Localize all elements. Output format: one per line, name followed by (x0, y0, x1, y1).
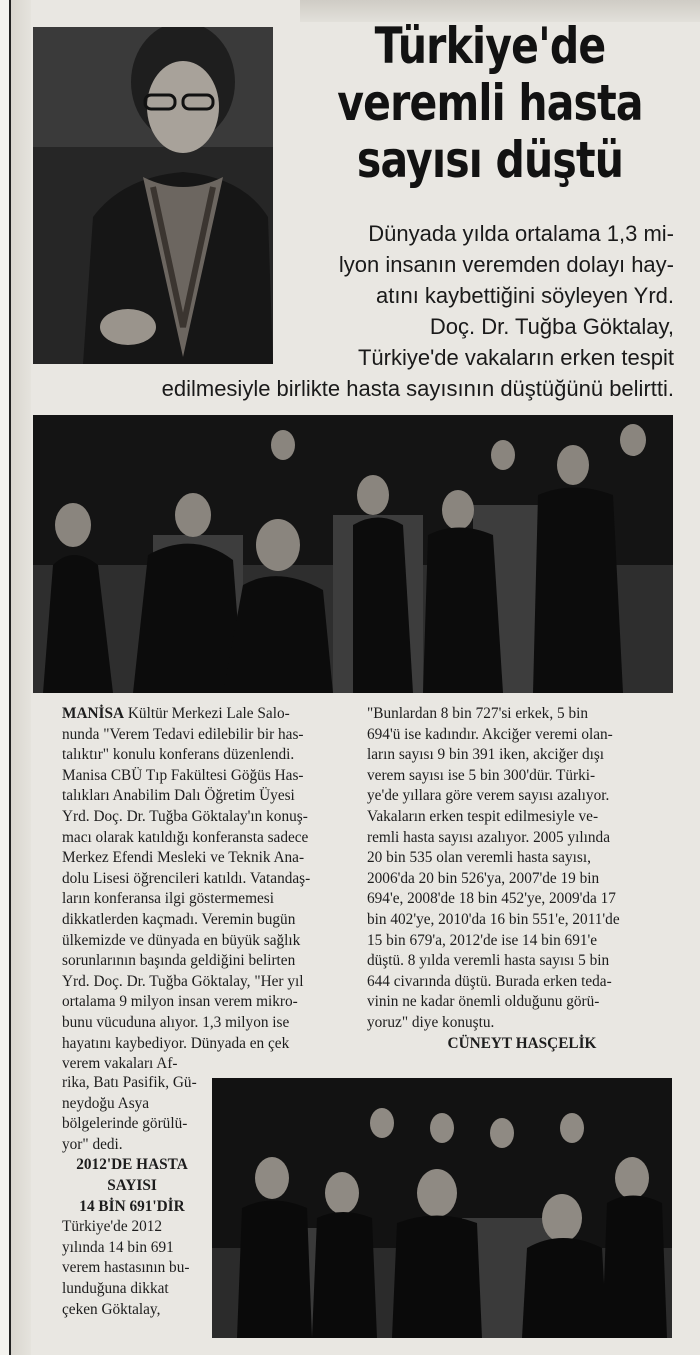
body-line: MANİSA Kültür Merkezi Lale Salo- (62, 705, 290, 722)
body-line: düştü. 8 yılda veremli hasta sayısı 5 bin (367, 952, 610, 970)
body-line: ların konferansa ilgi göstermemesi (62, 890, 274, 908)
body-line: 15 bin 679'a, 2012'de ise 14 bin 691'e (367, 931, 598, 949)
dateline: MANİSA (62, 705, 125, 722)
adjacent-article-edge (11, 0, 31, 1355)
body-line: 694'e, 2008'de 18 bin 452'ye, 2009'da 17 (367, 890, 616, 908)
body-line: Yrd. Doç. Dr. Tuğba Göktalay, "Her yıl (62, 972, 304, 990)
body-line: yılında 14 bin 691 (62, 1238, 174, 1256)
body-line: neydoğu Asya (62, 1094, 150, 1112)
headline-line-2: veremli hasta (337, 74, 643, 132)
body-line: dolu Lisesi öğrencileri katıldı. Vatandaş- (62, 869, 311, 887)
body-line: bunu vücuduna alıyor. 1,3 milyon ise (62, 1013, 290, 1031)
body-line: Manisa CBÜ Tıp Fakültesi Göğüs Has- (62, 766, 304, 784)
conference-audience-photo (33, 415, 673, 693)
body-line: "Bunlardan 8 bin 727'si erkek, 5 bin (367, 705, 588, 722)
body-line: 2006'da 20 bin 526'ya, 2007'de 19 bin (367, 869, 600, 887)
body-line: nunda "Verem Tedavi edilebilir bir has- (62, 725, 304, 743)
body-line: Vakaların erken tespit edilmesiyle ve- (367, 807, 599, 825)
subheading: 14 BİN 691'DİR (79, 1197, 185, 1215)
students-audience-photo (212, 1078, 672, 1338)
body-line: ülkemizde ve dünyada en büyük sağlık (62, 931, 301, 949)
body-line: rika, Batı Pasifik, Gü- (62, 1074, 197, 1091)
body-line: macı olarak katıldığı konferansta sadece (62, 828, 309, 846)
body-line: ye'de yıllara göre verem sayısı azalıyor. (367, 787, 610, 805)
body-line: ların sayısı 9 bin 391 iken, akciğer dışı (367, 746, 605, 764)
standfirst-line: lyon insanın veremden dolayı hay- (338, 252, 674, 277)
body-line: vinin ne kadar önemli olduğunu görü- (367, 993, 600, 1011)
body-line: 694'ü ise kadındır. Akciğer veremi olan- (367, 725, 613, 743)
body-line: 20 bin 535 olan veremli hasta sayısı, (367, 849, 591, 867)
article-body-right (367, 704, 677, 1054)
subheading: SAYISI (107, 1176, 157, 1194)
body-line: talıktır" konulu konferans düzenlendi. (62, 746, 295, 764)
body-line: verem sayısı ise 5 bin 300'dür. Türki- (367, 766, 596, 784)
headline (326, 18, 654, 189)
body-line: talıkları Anabilim Dalı Öğretim Üyesi (62, 787, 295, 805)
byline: CÜNEYT HASÇELİK (447, 1034, 597, 1052)
body-line: bin 402'ye, 2010'da 16 bin 551'e, 2011'de (367, 910, 620, 928)
body-line: yoruz" diye konuştu. (367, 1013, 495, 1031)
body-line: Türkiye'de 2012 (62, 1218, 163, 1236)
standfirst (286, 218, 674, 373)
body-line: sorunlarının başında geldiğini belirten (62, 952, 296, 970)
body-line: 644 civarında düştü. Burada erken teda- (367, 972, 612, 990)
speaker-portrait-photo (33, 27, 273, 364)
article-body-left (62, 704, 344, 1075)
body-line: Yrd. Doç. Dr. Tuğba Göktalay'ın konuş- (62, 807, 308, 825)
headline-line-3: sayısı düştü (356, 131, 624, 189)
body-line: remli hasta sayısı azalıyor. 2005 yılında (367, 828, 610, 846)
body-line: ortalama 9 milyon insan verem mikro- (62, 993, 298, 1011)
body-line: yor" dedi. (62, 1135, 123, 1153)
standfirst-line: edilmesiyle birlikte hasta sayısının düştüğünü belirtti. (161, 376, 674, 401)
standfirst-line: Dünyada yılda ortalama 1,3 mi- (368, 221, 674, 246)
body-line: bölgelerinde görülü- (62, 1115, 188, 1133)
body-line: verem vakaları Af- (62, 1055, 178, 1073)
body-line: verem hastasının bu- (62, 1259, 190, 1277)
standfirst-line: Türkiye'de vakaların erken tespit (357, 345, 674, 370)
body-line: hayatını kaybediyor. Dünyada en çek (62, 1034, 290, 1052)
standfirst-line: Doç. Dr. Tuğba Göktalay, (429, 314, 674, 339)
body-line: dikkatlerden kaçmadı. Veremin bugün (62, 910, 296, 928)
body-line: Merkez Efendi Mesleki ve Teknik Ana- (62, 849, 305, 867)
subheading: 2012'DE HASTA (76, 1156, 188, 1174)
body-line: çeken Göktalay, (62, 1300, 161, 1318)
column-rule (0, 0, 11, 1355)
article-body-left-continued (62, 1073, 202, 1320)
body-line: lunduğuna dikkat (62, 1279, 169, 1297)
standfirst-line: atını kaybettiğini söyleyen Yrd. (376, 283, 674, 308)
headline-line-1: Türkiye'de (374, 17, 606, 75)
